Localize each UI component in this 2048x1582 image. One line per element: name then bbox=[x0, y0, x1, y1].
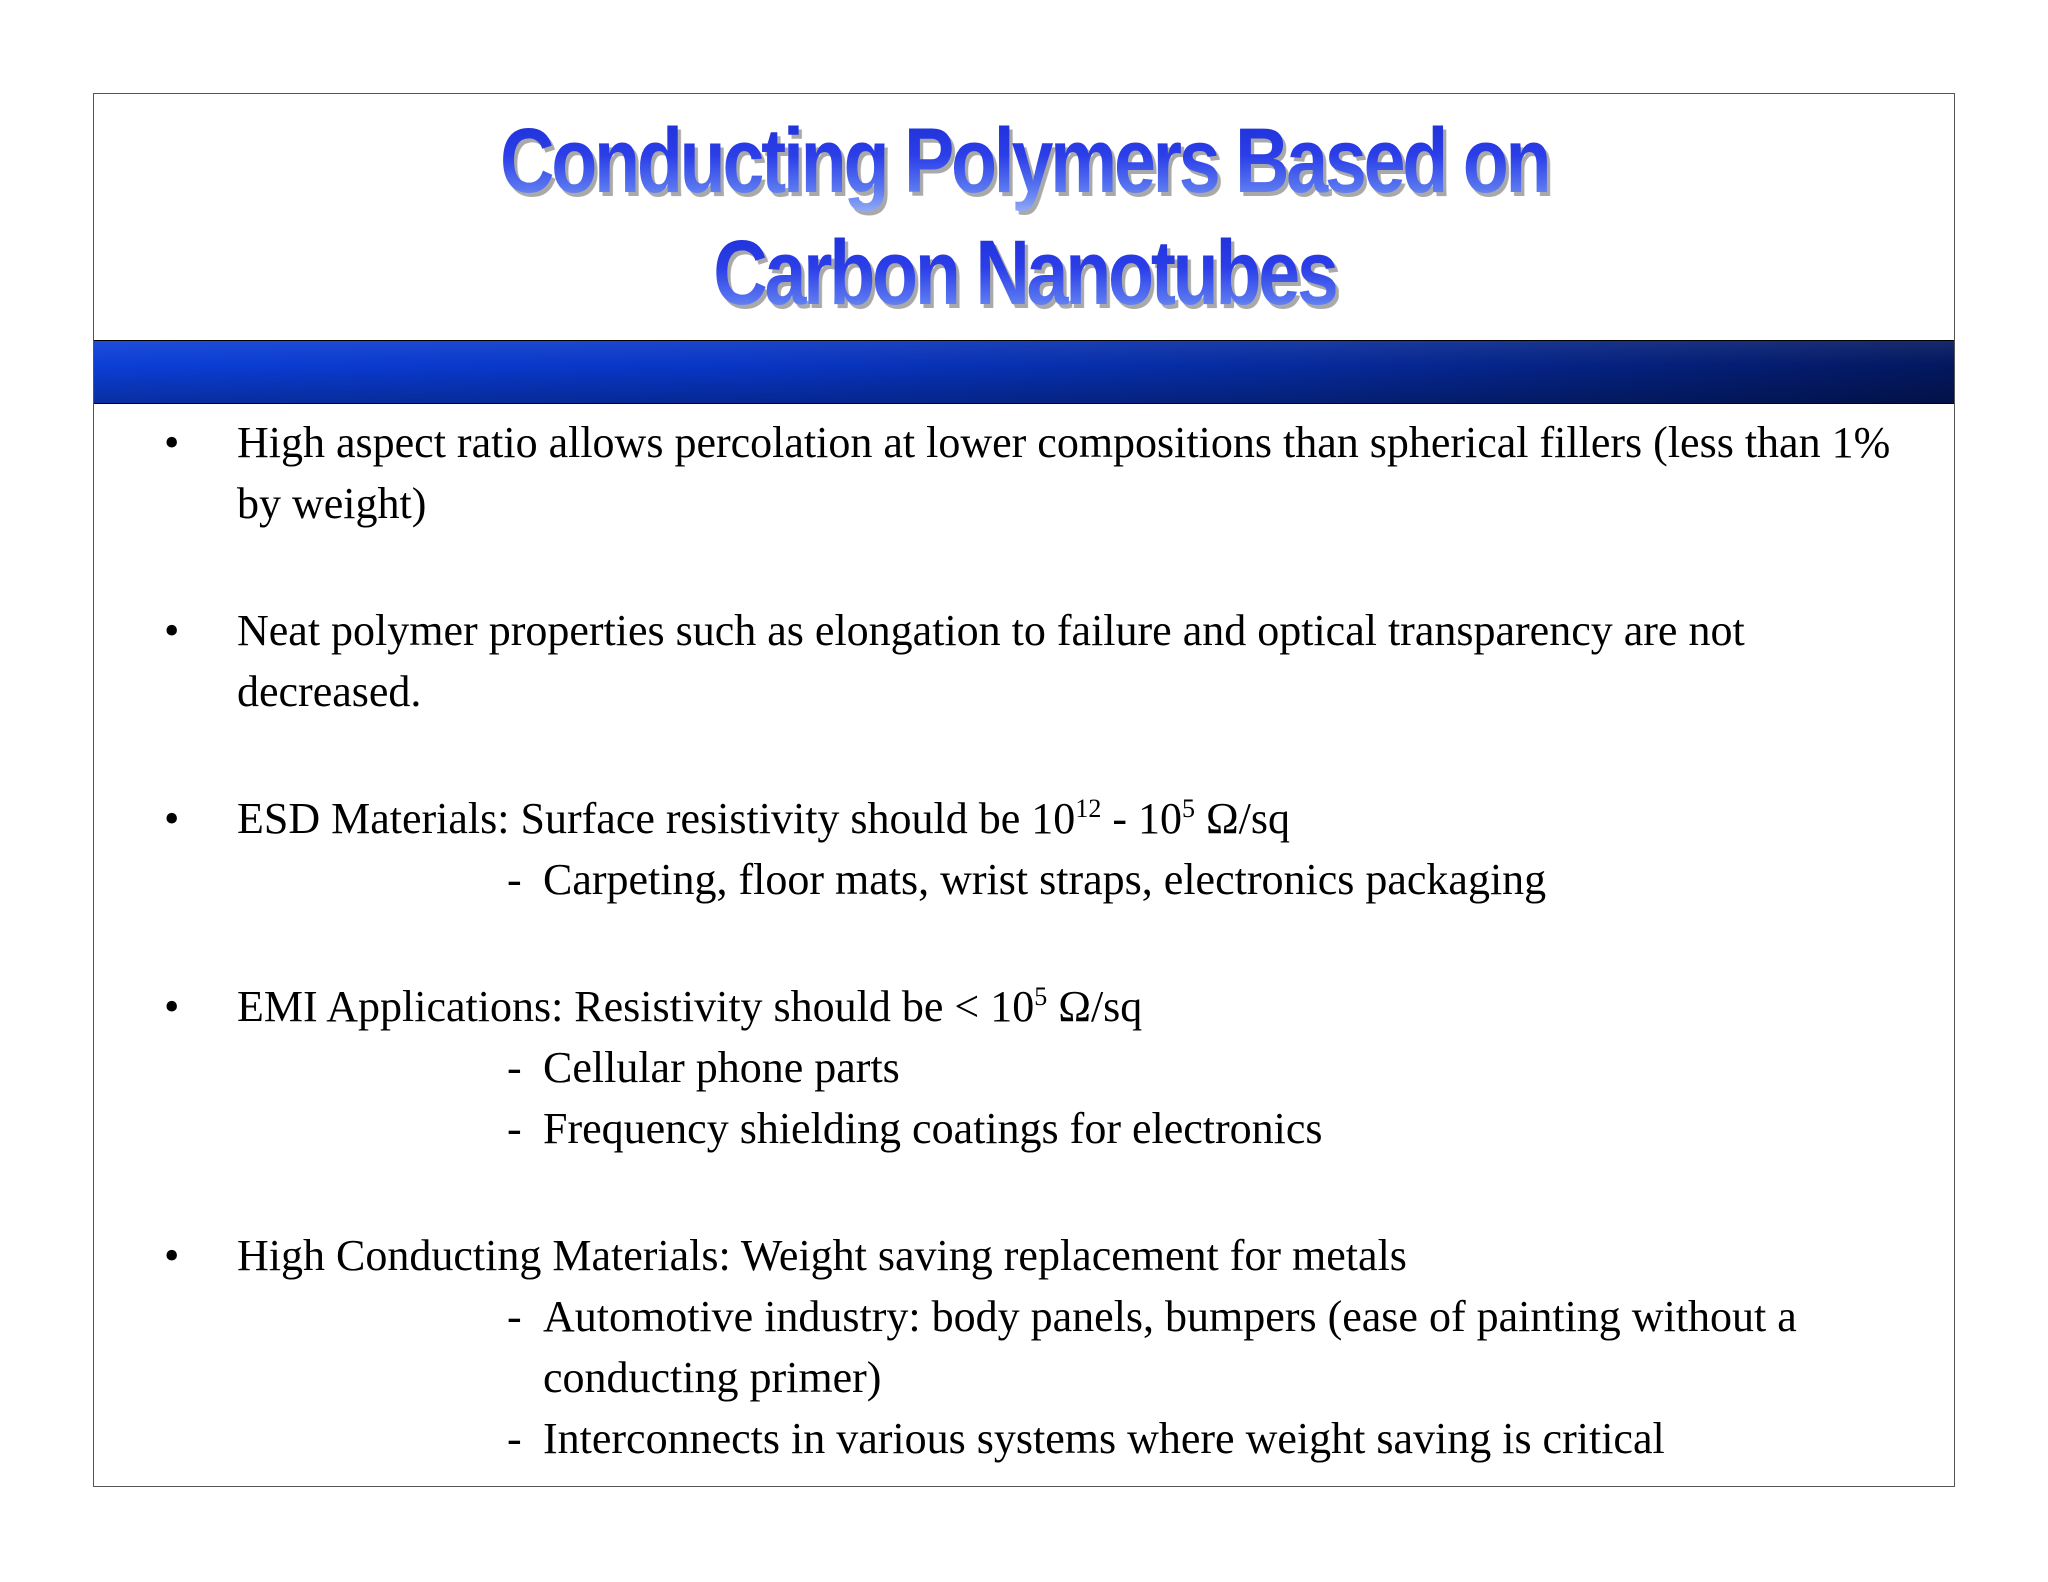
sub-dash: - bbox=[507, 1292, 522, 1341]
esd-text-post: Ω/sq bbox=[1194, 794, 1291, 843]
bullet-text: Neat polymer properties such as elongation to failure and optical transparency are not decreased. bbox=[237, 606, 1745, 716]
bullet-item-esd-materials bbox=[94, 788, 1954, 910]
sub-text: Frequency shielding coatings for electronics bbox=[543, 1104, 1323, 1153]
bullet-list bbox=[94, 412, 1954, 1487]
esd-text-mid: - 10 bbox=[1101, 794, 1182, 843]
esd-exponent-1: 12 bbox=[1075, 794, 1102, 823]
esd-text-pre: ESD Materials: Surface resistivity should be 10 bbox=[237, 794, 1076, 843]
emi-exponent: 5 bbox=[1034, 982, 1048, 1011]
sub-dash: - bbox=[507, 1043, 522, 1092]
emi-text-pre: EMI Applications: Resistivity should be < 10 bbox=[237, 982, 1035, 1031]
sub-text: Carpeting, floor mats, wrist straps, electronics packaging bbox=[543, 855, 1547, 904]
sub-item bbox=[237, 1408, 1954, 1469]
slide bbox=[93, 93, 1955, 1487]
bullet-dot: • bbox=[164, 606, 180, 655]
bullet-text bbox=[237, 788, 1937, 849]
slide-title-line-2: Carbon Nanotubes bbox=[713, 217, 1335, 329]
bullet-dot: • bbox=[164, 794, 180, 843]
title-banner bbox=[94, 340, 1954, 404]
sub-text: Interconnects in various systems where weight saving is critical bbox=[543, 1414, 1665, 1463]
bullet-item-aspect-ratio bbox=[94, 412, 1954, 534]
sub-item bbox=[237, 849, 1954, 910]
slide-title-line-1: Conducting Polymers Based on bbox=[500, 105, 1548, 217]
sub-dash: - bbox=[507, 1414, 522, 1463]
bullet-dot: • bbox=[164, 418, 180, 467]
sub-text: Cellular phone parts bbox=[543, 1043, 900, 1092]
sub-item bbox=[237, 1286, 1954, 1408]
sub-item bbox=[237, 1098, 1954, 1159]
sub-dash: - bbox=[507, 1104, 522, 1153]
bullet-item-emi-applications bbox=[94, 976, 1954, 1159]
title-area bbox=[94, 94, 1954, 340]
banner-shade bbox=[94, 341, 1954, 403]
sub-text: Automotive industry: body panels, bumpers (ease of painting without a conducting primer) bbox=[543, 1292, 1797, 1402]
bullet-dot: • bbox=[164, 982, 180, 1031]
bullet-item-neat-polymer bbox=[94, 600, 1954, 722]
esd-exponent-2: 5 bbox=[1181, 794, 1195, 823]
bullet-text bbox=[237, 976, 1937, 1037]
sub-dash: - bbox=[507, 855, 522, 904]
bullet-item-high-conducting bbox=[94, 1225, 1954, 1469]
sub-item bbox=[237, 1037, 1954, 1098]
bullet-text: High Conducting Materials: Weight saving replacement for metals bbox=[237, 1231, 1407, 1280]
bullet-dot: • bbox=[164, 1231, 180, 1280]
emi-text-post: Ω/sq bbox=[1047, 982, 1143, 1031]
bullet-text: High aspect ratio allows percolation at lower compositions than spherical fillers (less than 1% by weight) bbox=[237, 418, 1891, 528]
